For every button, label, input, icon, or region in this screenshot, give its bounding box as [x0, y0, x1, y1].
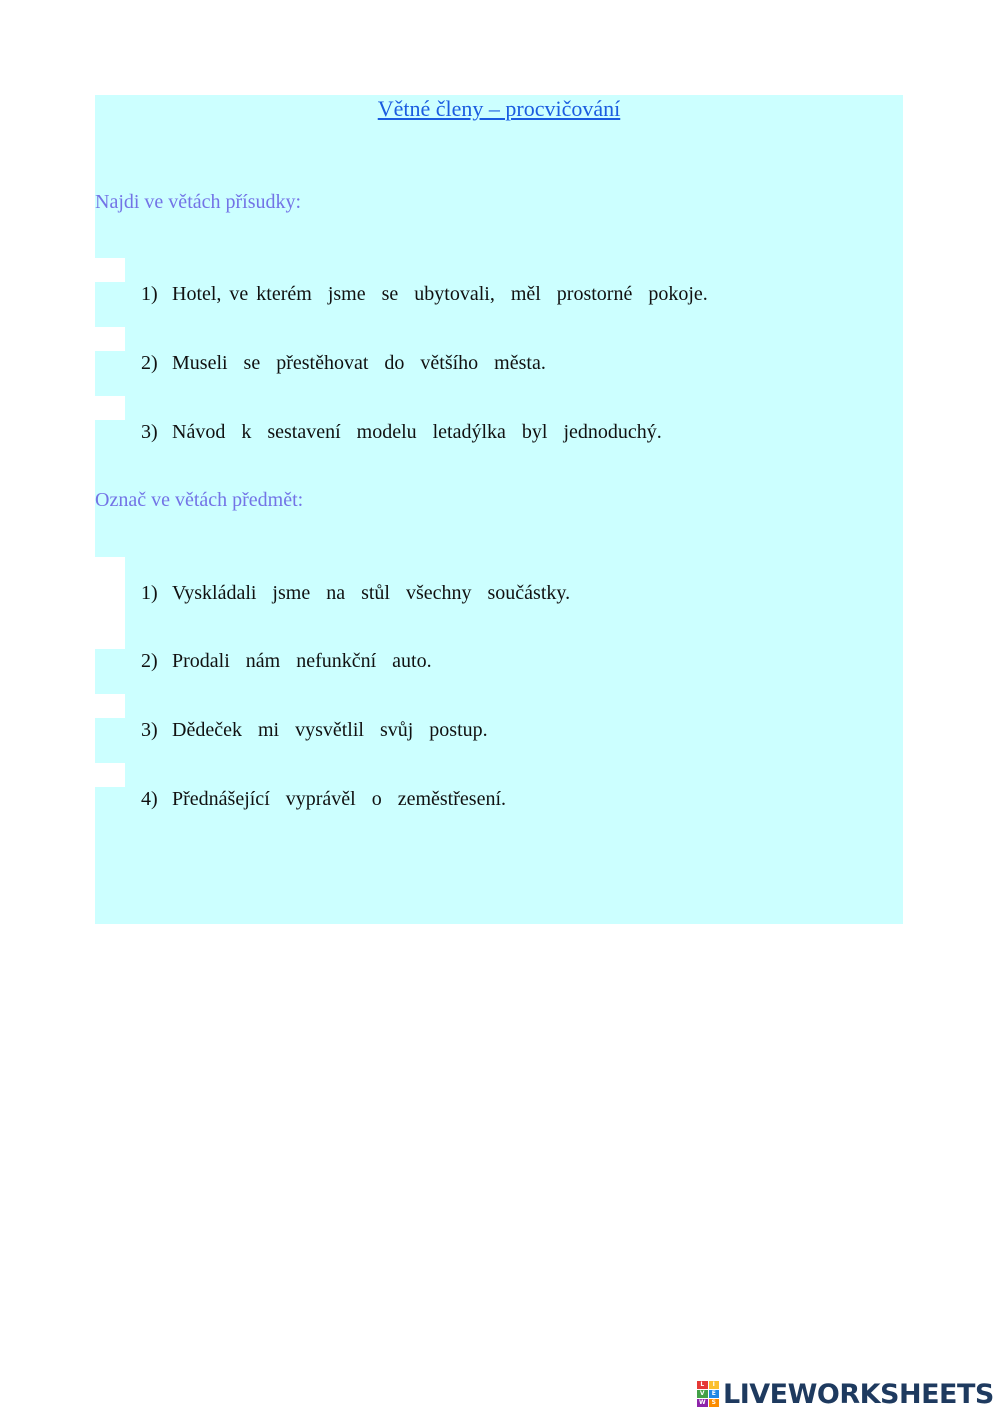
item-number: 4): [141, 788, 158, 810]
sentence-text: Přednášející vyprávěl o zeměstřesení.: [172, 788, 506, 810]
sentence-text: Vyskládali jsme na stůl všechny součástky.: [172, 582, 571, 604]
margin-strip: [95, 763, 125, 787]
page-title: Větné členy – procvičování: [377, 96, 621, 121]
sentence-text: Museli se přestěhovat do většího města.: [172, 352, 546, 374]
exercise-sentence: [125, 625, 432, 673]
margin-strip: [95, 694, 125, 718]
liveworksheets-logo[interactable]: [697, 1378, 994, 1410]
item-number: 3): [141, 719, 158, 741]
item-number: 1): [141, 582, 158, 604]
exercise-sentence: [125, 694, 488, 742]
sentence-text: Dědeček mi vysvětlil svůj postup.: [172, 719, 488, 741]
section-heading-predicates: Najdi ve větách přísudky:: [95, 191, 302, 213]
item-number: 1): [141, 283, 158, 305]
exercise-sentence: [125, 763, 506, 811]
item-number: 3): [141, 421, 158, 443]
item-number: 2): [141, 650, 158, 672]
margin-strip: [95, 396, 125, 420]
margin-strip: [95, 327, 125, 351]
sentence-text: Návod k sestavení modelu letadýlka byl jednoduchý.: [172, 421, 662, 443]
exercise-sentence: [125, 396, 662, 444]
section-heading-objects: Označ ve větách předmět:: [95, 489, 304, 511]
margin-strip: [95, 258, 125, 282]
sentence-text: Prodali nám nefunkční auto.: [172, 650, 432, 672]
logo-text: LIVEWORKSHEETS: [723, 1378, 994, 1410]
exercise-sentence: [125, 327, 546, 375]
item-number: 2): [141, 352, 158, 374]
sentence-text: Hotel, ve kterém jsme se ubytovali, měl prostorné pokoje.: [172, 283, 708, 305]
exercise-sentence: [125, 258, 708, 306]
margin-strip: [95, 557, 125, 649]
liveworksheets-logo-icon: L I V E W S: [697, 1381, 719, 1407]
exercise-sentence: [125, 557, 570, 605]
